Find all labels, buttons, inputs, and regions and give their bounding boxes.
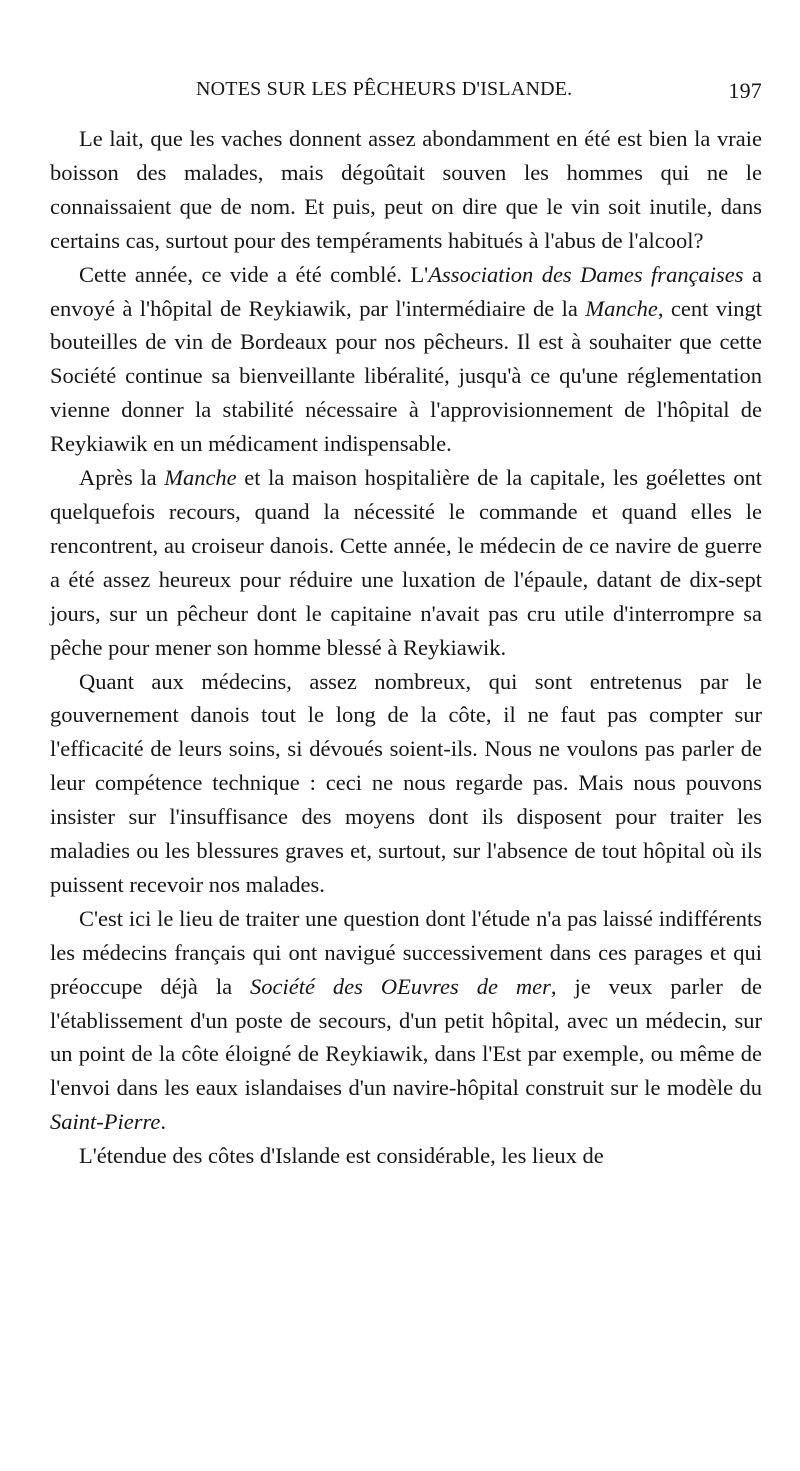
text-segment: C'est ici le lieu de traiter une question dont l'étude n'a pas laissé indifférents les médecins français qui ont navigué successivement dans ces parages et qui préoccupe déjà la: [50, 905, 762, 999]
paragraph: [50, 122, 762, 258]
italic-text: Saint-Pierre: [50, 1109, 161, 1135]
page-number: 197: [728, 78, 762, 103]
paragraph: [50, 665, 762, 902]
running-title: NOTES SUR LES PÊCHEURS D'ISLANDE.: [196, 78, 573, 100]
paragraph: [50, 258, 762, 461]
paragraph: [50, 461, 762, 664]
text-segment: et la maison hospitalière de la capitale, les goélettes ont quelquefois recours, quand la nécessité le commande et quand elles le rencontrent, au croiseur danois. Cette année, le médecin de ce navire de guerre a été assez heureux pour réduire une luxation de l'épaule, datant de dix-sept jours, sur un pêcheur dont le capitaine n'avait pas cru utile d'interrompre sa pêche pour mener son homme blessé à Reykiawik.: [50, 465, 762, 660]
paragraph: [50, 1139, 762, 1173]
italic-text: Association des Dames françaises: [428, 261, 744, 287]
body-text: [50, 122, 762, 1173]
text-segment: Le lait, que les vaches donnent assez abondamment en été est bien la vraie boisson des malades, mais dégoûtait souven les hommes qui ne le connaissaient que de nom. Et puis, peut on dire que le vin soit inutile, dans certains cas, surtout pour des tempéraments habitués à l'abus de l'alcool?: [50, 126, 762, 253]
paragraph: [50, 902, 762, 1139]
italic-text: Manche: [164, 465, 237, 491]
text-segment: Cette année, ce vide a été comblé. L': [79, 261, 429, 287]
text-segment: Après la: [79, 465, 165, 491]
text-segment: L'étendue des côtes d'Islande est considérable, les lieux de: [79, 1143, 604, 1169]
italic-text: Manche: [585, 295, 658, 321]
text-segment: .: [160, 1109, 167, 1135]
text-segment: a envoyé à l'hôpital de Reykiawik, par l'intermédiaire de la: [50, 261, 762, 321]
text-segment: , cent vingt bouteilles de vin de Bordeaux pour nos pêcheurs. Il est à souhaiter que cette Société continue sa bienveillante libéralité, jusqu'à ce qu'une réglementation vienne donner la stabilité nécessaire à l'approvisionnement de l'hôpital de Reykiawik en un médicament indispensable.: [50, 295, 763, 457]
text-segment: Quant aux médecins, assez nombreux, qui sont entretenus par le gouvernement danois tout le long de la côte, il ne faut pas compter sur l'efficacité de leurs soins, si dévoués soient-ils. Nous ne voulons pas parler de leur compétence technique : ceci ne nous regarde pas. Mais nous pouvons insister sur l'insuffisance des moyens dont ils disposent pour traiter les maladies ou les blessures graves et, surtout, sur l'absence de tout hôpital où ils puissent recevoir nos malades.: [50, 668, 762, 897]
text-segment: , je veux parler de l'établissement d'un poste de secours, d'un petit hôpital, avec un médecin, sur un point de la côte éloigné de Reykiawik, dans l'Est par exemple, ou même de l'envoi dans les eaux islandaises d'un navire-hôpital construit sur le modèle du: [50, 973, 763, 1101]
italic-text: Société des OEuvres de mer: [250, 973, 551, 999]
